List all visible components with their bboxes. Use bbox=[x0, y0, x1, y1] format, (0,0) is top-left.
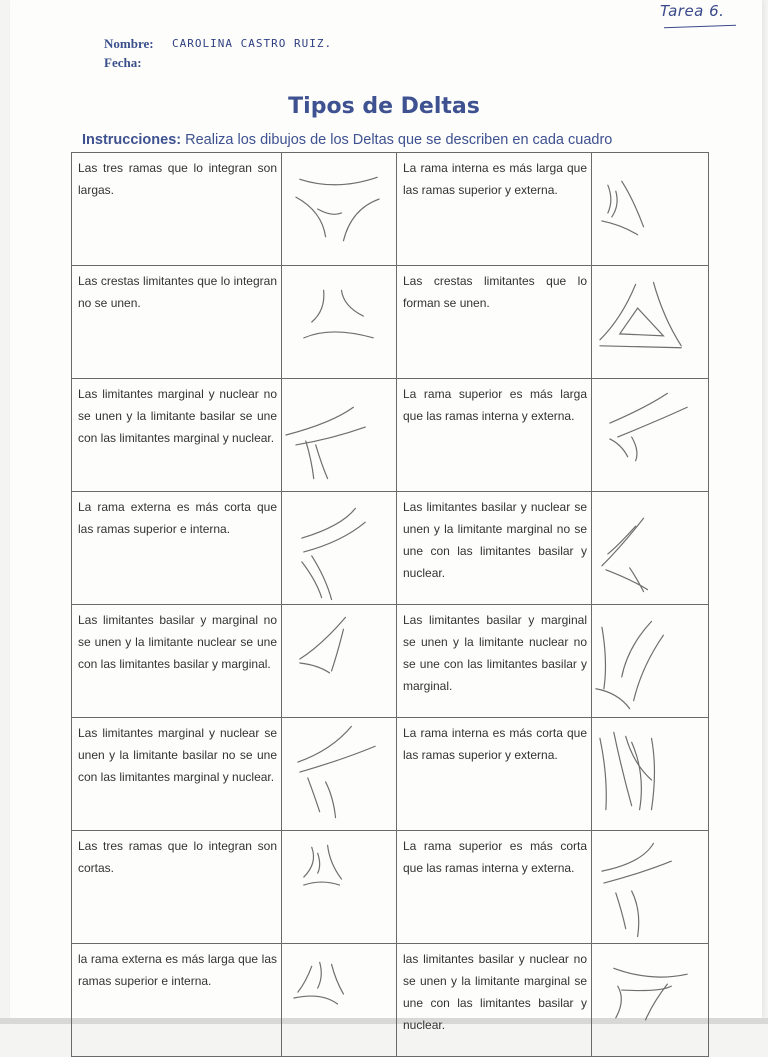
tarea-label: Tarea 6. bbox=[660, 2, 725, 20]
table-row bbox=[72, 718, 709, 831]
drawing-cell[interactable] bbox=[282, 718, 397, 831]
nombre-value: CAROLINA CASTRO RUIZ. bbox=[172, 37, 333, 50]
description-cell: Las limitantes basilar y marginal no se unen y la limitante nuclear se une con las limitantes basilar y marginal. bbox=[72, 605, 282, 718]
table-row bbox=[72, 605, 709, 718]
description-cell: Las limitantes basilar y marginal se unen y la limitante nuclear no se une con las limitantes basilar y marginal. bbox=[397, 605, 592, 718]
delta-sketch bbox=[592, 605, 708, 717]
description-cell: La rama superior es más larga que las ramas interna y externa. bbox=[397, 379, 592, 492]
table-row bbox=[72, 379, 709, 492]
description-cell: Las limitantes basilar y nuclear se unen y la limitante marginal no se une con las limitantes basilar y nuclear. bbox=[397, 492, 592, 605]
description-cell: La rama interna es más corta que las ramas superior y externa. bbox=[397, 718, 592, 831]
delta-sketch bbox=[282, 944, 396, 1056]
instructions-label: Instrucciones: bbox=[82, 132, 182, 148]
description-cell: La rama superior es más corta que las ramas interna y externa. bbox=[397, 831, 592, 944]
description-cell: las limitantes basilar y nuclear no se unen y la limitante marginal se une con las limitantes basilar y nuclear. bbox=[397, 944, 592, 1057]
delta-sketch bbox=[282, 831, 396, 943]
delta-sketch bbox=[592, 944, 708, 1056]
drawing-cell[interactable] bbox=[592, 831, 709, 944]
fecha-label: Fecha: bbox=[104, 55, 142, 70]
page-title: Tipos de Deltas bbox=[288, 94, 480, 119]
description-cell: Las tres ramas que lo integran son cortas. bbox=[72, 831, 282, 944]
delta-sketch bbox=[282, 605, 396, 717]
description-cell: Las tres ramas que lo integran son largas. bbox=[72, 153, 282, 266]
drawing-cell[interactable] bbox=[592, 492, 709, 605]
instructions-text: Realiza los dibujos de los Deltas que se describen en cada cuadro bbox=[185, 132, 613, 148]
description-cell: Las crestas limitantes que lo forman se unen. bbox=[397, 266, 592, 379]
description-cell: la rama externa es más larga que las ramas superior e interna. bbox=[72, 944, 282, 1057]
drawing-cell[interactable] bbox=[592, 718, 709, 831]
drawing-cell[interactable] bbox=[592, 153, 709, 266]
delta-sketch bbox=[282, 379, 396, 491]
description-cell: Las limitantes marginal y nuclear se unen y la limitante basilar no se une con las limitantes marginal y nuclear. bbox=[72, 718, 282, 831]
nombre-label: Nombre: bbox=[104, 36, 154, 51]
drawing-cell[interactable] bbox=[282, 379, 397, 492]
delta-sketch bbox=[592, 266, 708, 378]
instructions bbox=[82, 132, 612, 148]
table-row bbox=[72, 492, 709, 605]
delta-sketch bbox=[282, 492, 396, 604]
drawing-cell[interactable] bbox=[592, 266, 709, 379]
delta-sketch bbox=[592, 153, 708, 265]
table-row bbox=[72, 831, 709, 944]
drawing-cell[interactable] bbox=[282, 944, 397, 1057]
drawing-cell[interactable] bbox=[282, 266, 397, 379]
description-cell: Las crestas limitantes que lo integran no se unen. bbox=[72, 266, 282, 379]
delta-sketch bbox=[592, 379, 708, 491]
table-row bbox=[72, 153, 709, 266]
drawing-cell[interactable] bbox=[282, 605, 397, 718]
description-cell: Las limitantes marginal y nuclear no se unen y la limitante basilar se une con las limitantes marginal y nuclear. bbox=[72, 379, 282, 492]
deltas-table bbox=[71, 152, 709, 1057]
drawing-cell[interactable] bbox=[592, 605, 709, 718]
delta-sketch bbox=[592, 718, 708, 830]
table-row bbox=[72, 944, 709, 1057]
delta-sketch bbox=[592, 492, 708, 604]
drawing-cell[interactable] bbox=[592, 944, 709, 1057]
drawing-cell[interactable] bbox=[282, 831, 397, 944]
drawing-cell[interactable] bbox=[282, 153, 397, 266]
table-row bbox=[72, 266, 709, 379]
delta-sketch bbox=[282, 718, 396, 830]
description-cell: La rama interna es más larga que las ramas superior y externa. bbox=[397, 153, 592, 266]
drawing-cell[interactable] bbox=[282, 492, 397, 605]
delta-sketch bbox=[282, 153, 396, 265]
drawing-cell[interactable] bbox=[592, 379, 709, 492]
delta-sketch bbox=[592, 831, 708, 943]
delta-sketch bbox=[282, 266, 396, 378]
description-cell: La rama externa es más corta que las ramas superior e interna. bbox=[72, 492, 282, 605]
